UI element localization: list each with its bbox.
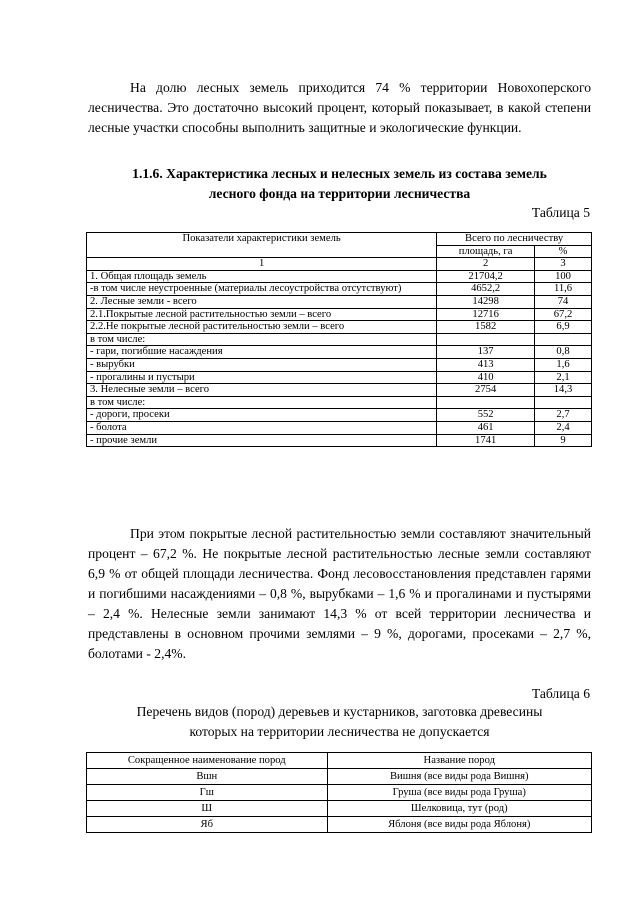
- table6-row-name: Яблоня (все виды рода Яблоня): [327, 817, 591, 833]
- table5-row-area: 12716: [437, 308, 535, 321]
- table5-row-percent: [535, 396, 592, 409]
- table5-row-percent: 2,4: [535, 421, 592, 434]
- table5-row-area: 410: [437, 371, 535, 384]
- table5-row-area: 4652,2: [437, 283, 535, 296]
- table-row: [87, 295, 592, 308]
- table6-header-row: [87, 753, 592, 769]
- section-heading-line2: лесного фонда на территории лесничества: [208, 186, 471, 201]
- table5-row-percent: 2,7: [535, 409, 592, 422]
- table5-row-percent: 2,1: [535, 371, 592, 384]
- middle-paragraph: [88, 524, 591, 664]
- table-row: [87, 396, 592, 409]
- table-row: [87, 358, 592, 371]
- table5-row-label: -в том числе неустроенные (материалы лесоустройства отсутствуют): [87, 283, 437, 296]
- table5-row-percent: 14,3: [535, 384, 592, 397]
- table5-row-percent: 6,9: [535, 321, 592, 334]
- table5-header-total: Всего по лесничеству: [437, 233, 592, 246]
- table-row: [87, 371, 592, 384]
- table5-column-numbers-row: [87, 258, 592, 271]
- table5-header-row: [87, 233, 592, 246]
- table6-title-line2: которых на территории лесничества не допускается: [189, 724, 490, 739]
- table6-row-short: Гш: [87, 785, 328, 801]
- table5-colnum-3: 3: [535, 258, 592, 271]
- table5-row-area: 137: [437, 346, 535, 359]
- table5-row-percent: 67,2: [535, 308, 592, 321]
- section-heading-line1: 1.1.6. Характеристика лесных и нелесных земель из состава земель: [132, 166, 547, 181]
- table5-header-indicator: Показатели характеристики земель: [87, 233, 437, 258]
- table5-row-percent: 0,8: [535, 346, 592, 359]
- table5-row-area: 14298: [437, 295, 535, 308]
- table6-title: [88, 702, 591, 742]
- intro-paragraph: [88, 78, 591, 138]
- table-row: [87, 333, 592, 346]
- table5-body: [87, 270, 592, 446]
- table5-row-area: 2754: [437, 384, 535, 397]
- table5-row-label: 1. Общая площадь земель: [87, 270, 437, 283]
- table-row: [87, 321, 592, 334]
- table-row: [87, 785, 592, 801]
- table6-header-name: Название пород: [327, 753, 591, 769]
- table5-row-label: - вырубки: [87, 358, 437, 371]
- table6-row-short: Яб: [87, 817, 328, 833]
- table5-row-area: [437, 396, 535, 409]
- table-row: [87, 384, 592, 397]
- table6-body: [87, 769, 592, 833]
- table5-row-label: - дороги, просеки: [87, 409, 437, 422]
- section-heading: [88, 164, 591, 204]
- table5-row-percent: 1,6: [535, 358, 592, 371]
- table5-row-area: 461: [437, 421, 535, 434]
- table-row: [87, 817, 592, 833]
- table5-header-area: площадь, га: [437, 245, 535, 258]
- table6-row-short: Вшн: [87, 769, 328, 785]
- table5-row-label: 2. Лесные земли - всего: [87, 295, 437, 308]
- table5-row-percent: 74: [535, 295, 592, 308]
- table6-title-line1: Перечень видов (пород) деревьев и кустарников, заготовка древесины: [136, 704, 543, 719]
- middle-paragraph-text: При этом покрытые лесной растительностью земли составляют значительный процент – 67,2 %. Не покрытые лесной растительностью лесные земли составляют 6,9 % от общей площади лесничества. Фонд лесовосстановления представлен гарями и погибшими насаждениями – 0,8 %, вырубками – 1,6 % и прогалинами и пустырями – 2,4 %. Нелесные земли занимают 14,3 % от всей территории лесничества и представлены в основном прочими землями – 9 %, дорогами, просеками – 2,7 %, болотами - 2,4%.: [88, 526, 591, 661]
- table5-row-label: - прочие земли: [87, 434, 437, 447]
- table5-caption: Таблица 5: [531, 205, 590, 220]
- table5-row-area: [437, 333, 535, 346]
- table5: [86, 232, 592, 447]
- table6-row-name: Вишня (все виды рода Вишня): [327, 769, 591, 785]
- table-row: [87, 308, 592, 321]
- table5-row-percent: [535, 333, 592, 346]
- table-row: [87, 283, 592, 296]
- table-row: [87, 346, 592, 359]
- table5-row-label: в том числе:: [87, 333, 437, 346]
- table-row: [87, 421, 592, 434]
- table6-caption: Таблица 6: [531, 686, 590, 701]
- table5-colnum-2: 2: [437, 258, 535, 271]
- table6-row-short: Ш: [87, 801, 328, 817]
- table5-row-area: 552: [437, 409, 535, 422]
- table5-row-label: в том числе:: [87, 396, 437, 409]
- table5-row-area: 413: [437, 358, 535, 371]
- table-row: [87, 434, 592, 447]
- intro-paragraph-text: На долю лесных земель приходится 74 % территории Новохоперского лесничества. Это достаточно высокий процент, который показывает, в какой степени лесные участки способны выполнить защитные и экологические функции.: [88, 80, 591, 135]
- table5-row-area: 21704,2: [437, 270, 535, 283]
- table5-row-label: - прогалины и пустыри: [87, 371, 437, 384]
- table6: [86, 752, 592, 833]
- table5-row-label: 3. Нелесные земли – всего: [87, 384, 437, 397]
- table-row: [87, 270, 592, 283]
- table5-row-label: - болота: [87, 421, 437, 434]
- table5-row-label: - гари, погибшие насаждения: [87, 346, 437, 359]
- table6-row-name: Груша (все виды рода Груша): [327, 785, 591, 801]
- table5-row-percent: 9: [535, 434, 592, 447]
- table6-row-name: Шелковица, тут (род): [327, 801, 591, 817]
- table5-row-percent: 100: [535, 270, 592, 283]
- table5-row-label: 2.2.Не покрытые лесной растительностью земли – всего: [87, 321, 437, 334]
- table5-row-label: 2.1.Покрытые лесной растительностью земли – всего: [87, 308, 437, 321]
- table6-header-short: Сокращенное наименование пород: [87, 753, 328, 769]
- table5-row-percent: 11,6: [535, 283, 592, 296]
- table5-row-area: 1582: [437, 321, 535, 334]
- table-row: [87, 801, 592, 817]
- table5-colnum-1: 1: [87, 258, 437, 271]
- table5-row-area: 1741: [437, 434, 535, 447]
- table5-header-percent: %: [535, 245, 592, 258]
- table-row: [87, 409, 592, 422]
- table-row: [87, 769, 592, 785]
